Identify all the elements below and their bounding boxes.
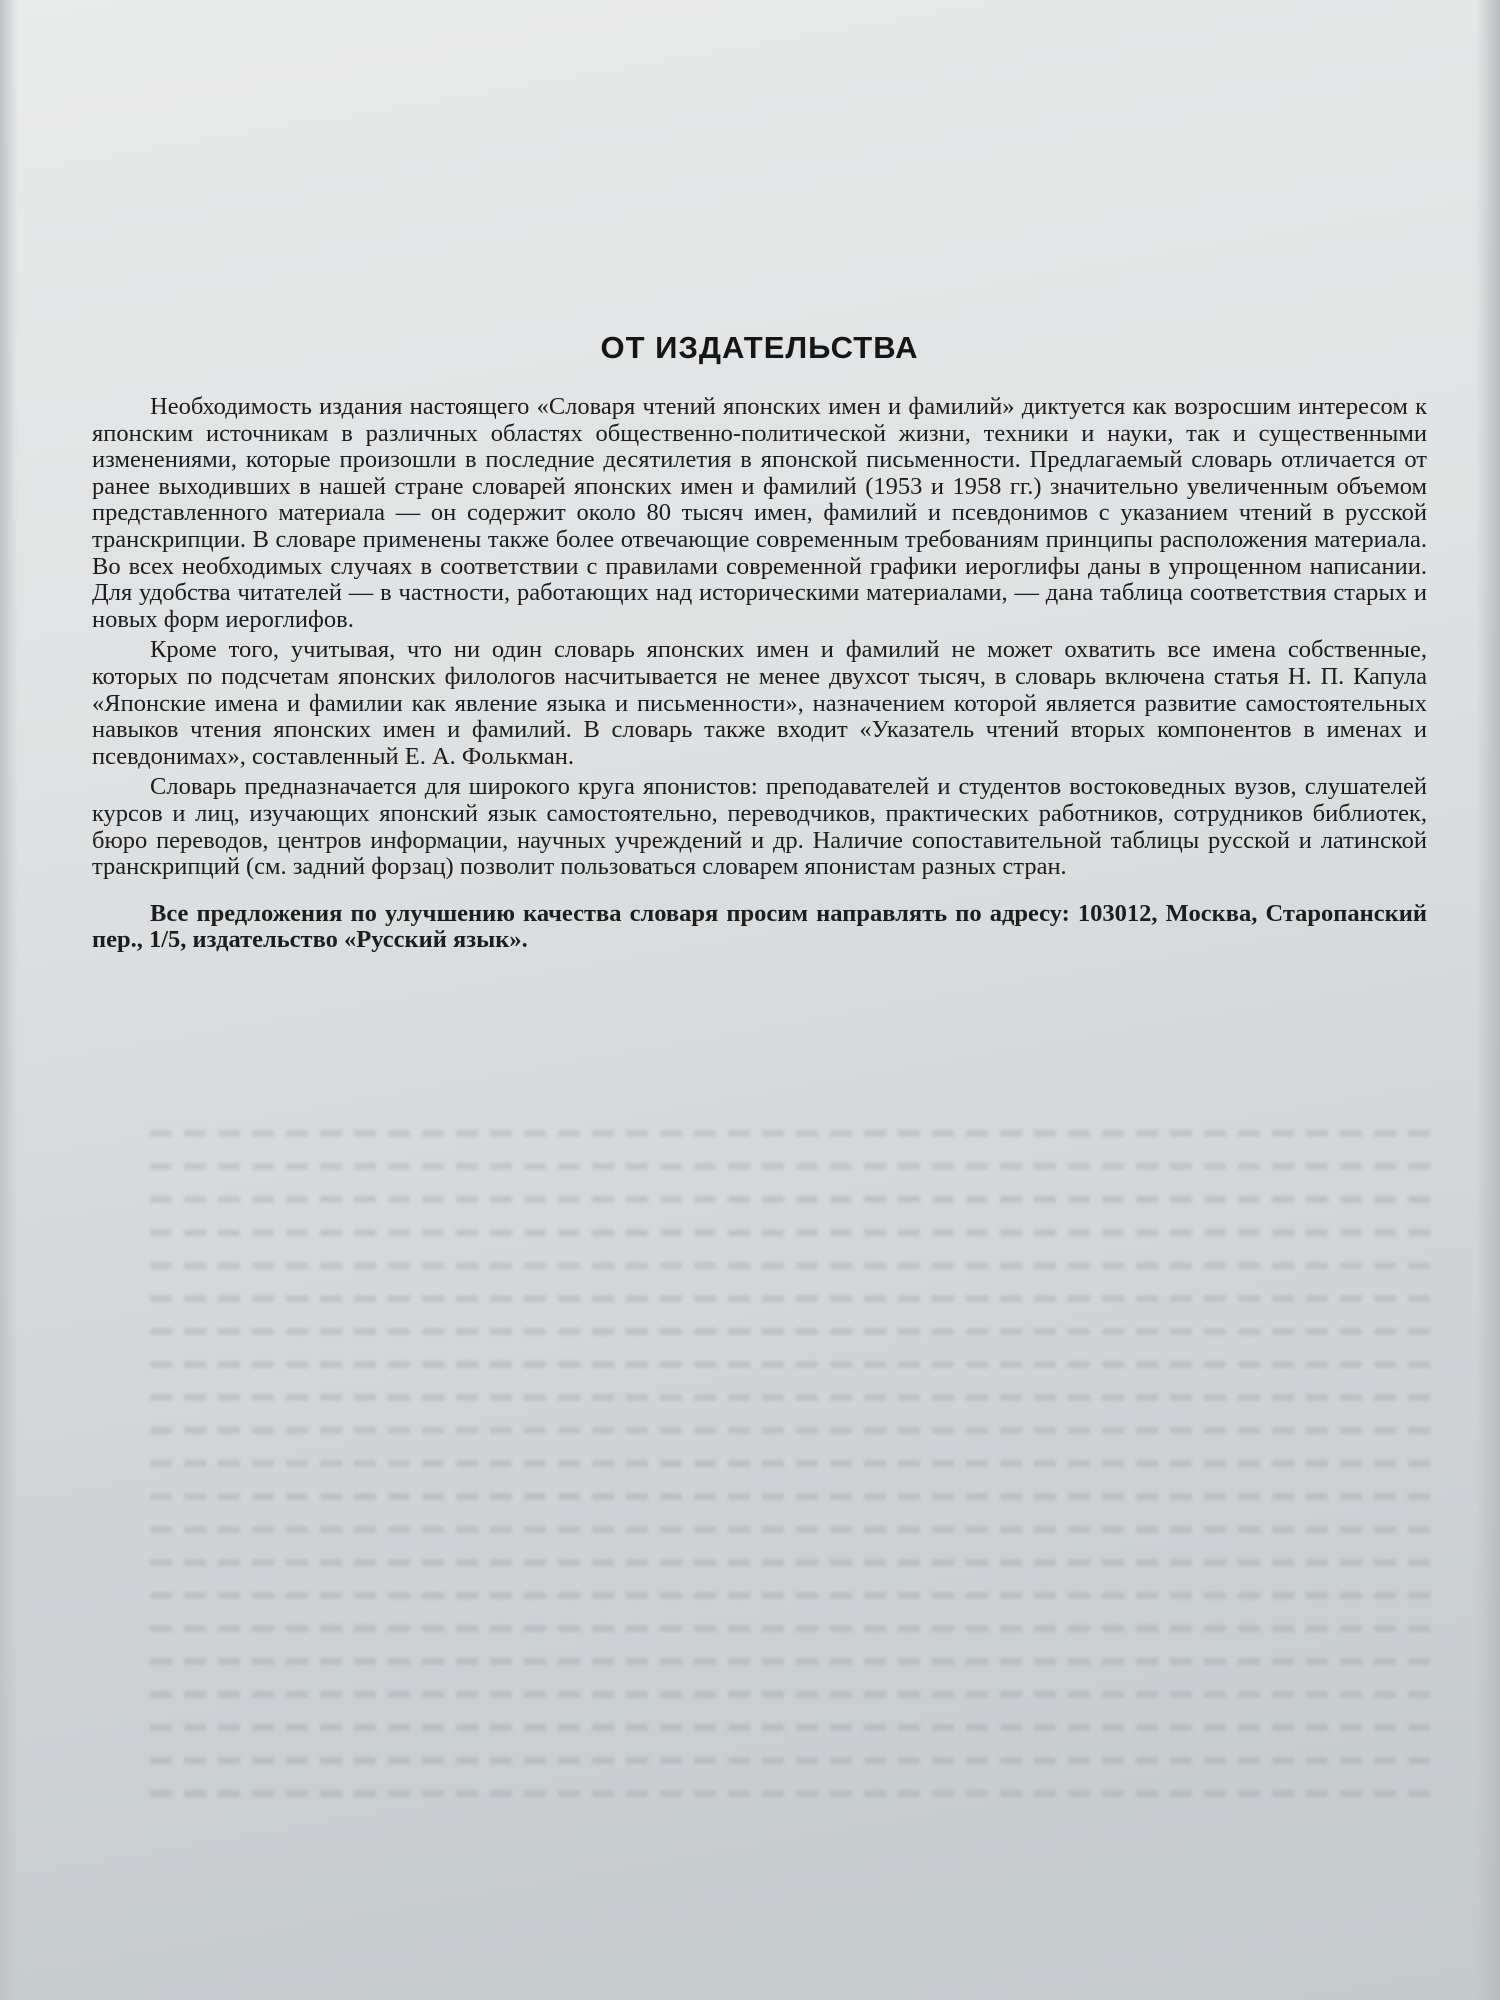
page-right-shadow [1476, 0, 1500, 2000]
document-title: ОТ ИЗДАТЕЛЬСТВА [600, 330, 919, 365]
paragraph-2: Кроме того, учитывая, что ни один словарь японских имен и фамилий не может охватить все имена собственные, которых по подсчетам японских филологов насчитывается не менее двухсот тысяч, в словарь включена статья Н. П. Капула «Японские имена и фамилии как явление языка и письменности», назначением которой является развитие самостоятельных навыков чтения японских имен и фамилий. В словарь также входит «Указатель чтений вторых компонентов в именах и псевдонимах», составленный Е. А. Фолькман. [92, 636, 1427, 770]
show-through-page-number [738, 1868, 758, 1886]
paragraph-1: Необходимость издания настоящего «Словаря чтений японских имен и фамилий» диктуется как возросшим интересом к японским источникам в различных областях общественно-политической жизни, техники и науки, так и существенными изменениями, которые произошли в последние десятилетия в японской письменности. Предлагаемый словарь отличается от ранее выходивших в нашей стране словарей японских имен и фамилий (1953 и 1958 гг.) значительно увеличенным объемом представленного материала — он содержит около 80 тысяч имен, фамилий и псевдонимов с указанием чтений в русской транскрипции. В словаре применены также более отвечающие современным требованиям принципы расположения материала. Во всех необходимых случаях в соответствии с правилами современной графики иероглифы даны в упрощенном написании. Для удобства читателей — в частности, работающих над историческими материалами, — дана таблица соответствия старых и новых форм иероглифов. [92, 393, 1427, 633]
document-body [92, 330, 1427, 958]
paragraph-3: Словарь предназначается для широкого круга японистов: преподавателей и студентов востоковедных вузов, слушателей курсов и лиц, изучающих японский язык самостоятельно, переводчиков, практических работников, сотрудников библиотек, бюро переводов, центров информации, научных учреждений и др. Наличие сопоставительной таблицы русской и латинской транскрипций (см. задний форзац) позволит пользоваться словарем японистам разных стран. [92, 773, 1427, 881]
page-left-shadow [0, 0, 18, 2000]
paragraph-address: Все предложения по улучшению качества словаря просим направлять по адресу: 103012, Москва, Старопанский пер., 1/5, издательство «Русский язык». [92, 899, 1427, 954]
show-through-text [150, 1130, 1440, 1850]
